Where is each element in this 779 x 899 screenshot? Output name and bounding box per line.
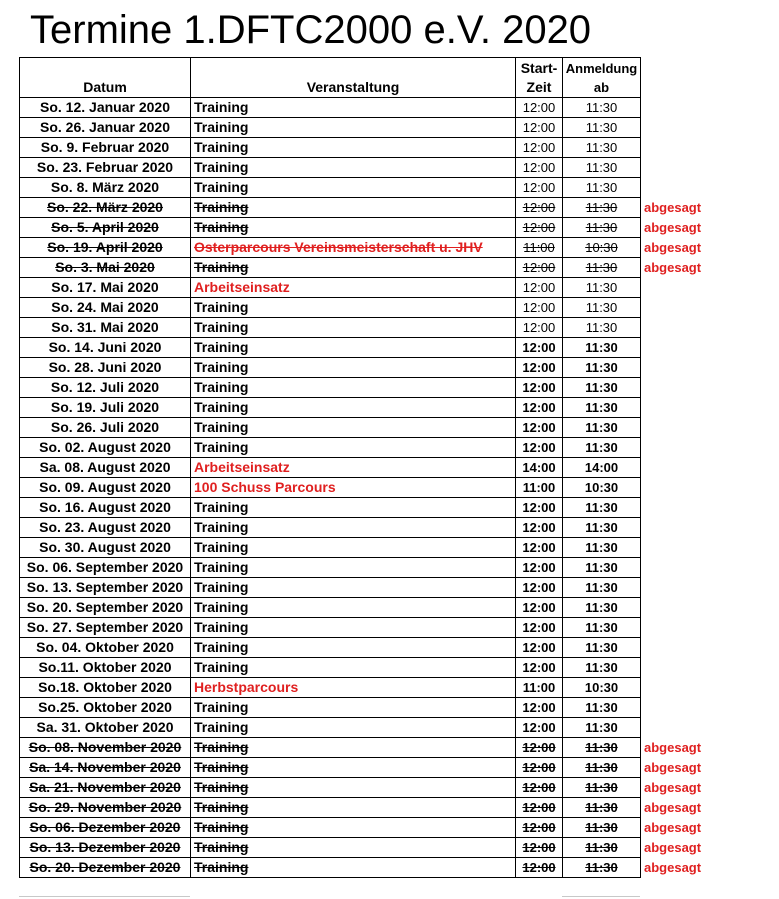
cell-event: Training <box>191 318 516 338</box>
cell-registration-time: 10:30 <box>563 238 641 258</box>
cell-status-note <box>641 538 702 558</box>
cell-date: So. 13. Dezember 2020 <box>20 838 191 858</box>
table-row <box>20 358 702 378</box>
cell-status-note: abgesagt <box>644 260 702 275</box>
table-row <box>20 518 702 538</box>
cell-status-note <box>641 318 702 338</box>
cell-start-time: 12:00 <box>516 498 563 518</box>
cell-event: Training <box>191 358 516 378</box>
cell-date: So.25. Oktober 2020 <box>20 698 191 718</box>
cell-start-time: 12:00 <box>516 698 563 718</box>
table-row <box>20 318 702 338</box>
cell-event: Training <box>191 578 516 598</box>
cell-event: Training <box>191 738 516 758</box>
cell-status-note <box>641 358 702 378</box>
cell-date: So. 9. Februar 2020 <box>20 138 191 158</box>
cell-date: So. 8. März 2020 <box>20 178 191 198</box>
cell-registration-time: 11:30 <box>563 758 641 778</box>
cell-event: Herbstparcours <box>191 678 516 698</box>
cell-event: Training <box>191 258 516 278</box>
table-row <box>20 838 702 858</box>
cell-registration-time: 11:30 <box>563 258 641 278</box>
cell-date: So. 22. März 2020 <box>20 198 191 218</box>
cell-event: Training <box>191 138 516 158</box>
cell-start-time: 12:00 <box>516 278 563 298</box>
cell-start-time: 14:00 <box>516 458 563 478</box>
table-row <box>20 798 702 818</box>
table-body <box>20 98 702 878</box>
cell-date: So. 16. August 2020 <box>20 498 191 518</box>
cell-start-time: 12:00 <box>516 258 563 278</box>
cell-date: So. 17. Mai 2020 <box>20 278 191 298</box>
header-event: Veranstaltung <box>191 58 516 98</box>
cell-date: So. 08. November 2020 <box>20 738 191 758</box>
cell-event: Training <box>191 498 516 518</box>
cell-registration-time: 11:30 <box>563 738 641 758</box>
cell-registration-time: 11:30 <box>563 518 641 538</box>
cell-start-time: 12:00 <box>516 758 563 778</box>
cell-status-note <box>641 518 702 538</box>
cell-status-note: abgesagt <box>644 220 702 235</box>
table-row <box>20 238 702 258</box>
cell-start-time: 11:00 <box>516 678 563 698</box>
cell-start-time: 12:00 <box>516 318 563 338</box>
cell-event: Training <box>191 858 516 878</box>
table-row <box>20 118 702 138</box>
header-start-line1: Start- <box>516 58 563 78</box>
cell-status-note <box>641 178 702 198</box>
table-row <box>20 498 702 518</box>
cell-registration-time: 11:30 <box>563 318 641 338</box>
table-row <box>20 178 702 198</box>
cell-registration-time: 11:30 <box>563 198 641 218</box>
cell-date: So. 12. Juli 2020 <box>20 378 191 398</box>
header-date: Datum <box>20 58 191 98</box>
cell-date: Sa. 31. Oktober 2020 <box>20 718 191 738</box>
cell-start-time: 12:00 <box>516 838 563 858</box>
table-row <box>20 618 702 638</box>
cell-start-time: 12:00 <box>516 818 563 838</box>
table-row <box>20 158 702 178</box>
cell-status-note <box>641 458 702 478</box>
cell-status-note <box>641 98 702 118</box>
cell-start-time: 12:00 <box>516 538 563 558</box>
cell-date: So. 26. Juli 2020 <box>20 418 191 438</box>
cell-start-time: 12:00 <box>516 798 563 818</box>
cell-event: Training <box>191 658 516 678</box>
cell-event: Training <box>191 178 516 198</box>
cell-start-time: 12:00 <box>516 98 563 118</box>
table-row <box>20 378 702 398</box>
cell-start-time: 12:00 <box>516 618 563 638</box>
cell-registration-time: 11:30 <box>563 278 641 298</box>
cell-event: Arbeitseinsatz <box>191 458 516 478</box>
table-row <box>20 758 702 778</box>
table-row <box>20 458 702 478</box>
table-row <box>20 718 702 738</box>
cell-event: 100 Schuss Parcours <box>191 478 516 498</box>
cell-event: Training <box>191 218 516 238</box>
cell-event: Osterparcours Vereinsmeisterschaft u. JHV <box>191 238 516 258</box>
cell-event: Training <box>191 98 516 118</box>
cell-registration-time: 11:30 <box>563 158 641 178</box>
cell-date: So. 23. August 2020 <box>20 518 191 538</box>
table-row <box>20 858 702 878</box>
cell-date: So. 20. Dezember 2020 <box>20 858 191 878</box>
cell-start-time: 12:00 <box>516 118 563 138</box>
table-row <box>20 258 702 278</box>
cell-date: Sa. 21. November 2020 <box>20 778 191 798</box>
cell-event: Training <box>191 638 516 658</box>
cell-event: Training <box>191 418 516 438</box>
cell-status-note <box>641 398 702 418</box>
cell-date: Sa. 08. August 2020 <box>20 458 191 478</box>
table-row <box>20 698 702 718</box>
cell-registration-time: 11:30 <box>563 338 641 358</box>
cell-status-note: abgesagt <box>644 740 702 755</box>
table-row <box>20 538 702 558</box>
cell-registration-time: 11:30 <box>563 118 641 138</box>
cell-registration-time: 11:30 <box>563 638 641 658</box>
cell-date: So. 04. Oktober 2020 <box>20 638 191 658</box>
cell-status-note: abgesagt <box>644 820 702 835</box>
cell-status-note: abgesagt <box>644 800 702 815</box>
table-row <box>20 678 702 698</box>
footer-divider-registration <box>562 896 640 897</box>
cell-registration-time: 10:30 <box>563 678 641 698</box>
cell-registration-time: 11:30 <box>563 858 641 878</box>
cell-status-note <box>641 118 702 138</box>
cell-event: Training <box>191 558 516 578</box>
cell-registration-time: 11:30 <box>563 778 641 798</box>
cell-date: So.11. Oktober 2020 <box>20 658 191 678</box>
cell-status-note <box>641 618 702 638</box>
table-row <box>20 818 702 838</box>
cell-registration-time: 11:30 <box>563 718 641 738</box>
cell-date: So. 27. September 2020 <box>20 618 191 638</box>
cell-start-time: 12:00 <box>516 218 563 238</box>
cell-registration-time: 11:30 <box>563 658 641 678</box>
cell-date: So. 30. August 2020 <box>20 538 191 558</box>
cell-status-note <box>641 598 702 618</box>
cell-registration-time: 11:30 <box>563 558 641 578</box>
cell-registration-time: 11:30 <box>563 98 641 118</box>
table-row <box>20 778 702 798</box>
cell-date: So. 06. September 2020 <box>20 558 191 578</box>
cell-registration-time: 14:00 <box>563 458 641 478</box>
table-row <box>20 298 702 318</box>
cell-event: Training <box>191 798 516 818</box>
cell-registration-time: 11:30 <box>563 418 641 438</box>
cell-start-time: 12:00 <box>516 418 563 438</box>
cell-status-note <box>641 298 702 318</box>
cell-date: So. 31. Mai 2020 <box>20 318 191 338</box>
cell-date: So. 28. Juni 2020 <box>20 358 191 378</box>
cell-event: Training <box>191 378 516 398</box>
cell-status-note <box>641 158 702 178</box>
cell-status-note: abgesagt <box>644 780 702 795</box>
cell-status-note <box>641 138 702 158</box>
cell-status-note <box>641 418 702 438</box>
cell-date: So. 19. April 2020 <box>20 238 191 258</box>
header-spacer <box>641 58 702 98</box>
cell-start-time: 12:00 <box>516 718 563 738</box>
cell-start-time: 12:00 <box>516 158 563 178</box>
cell-start-time: 12:00 <box>516 638 563 658</box>
table-row <box>20 198 702 218</box>
cell-event: Training <box>191 778 516 798</box>
cell-registration-time: 11:30 <box>563 578 641 598</box>
cell-registration-time: 11:30 <box>563 818 641 838</box>
table-row <box>20 338 702 358</box>
table-row <box>20 278 702 298</box>
table-row <box>20 138 702 158</box>
cell-event: Training <box>191 758 516 778</box>
cell-registration-time: 11:30 <box>563 498 641 518</box>
cell-registration-time: 11:30 <box>563 618 641 638</box>
cell-start-time: 12:00 <box>516 338 563 358</box>
cell-date: So. 19. Juli 2020 <box>20 398 191 418</box>
cell-event: Training <box>191 538 516 558</box>
cell-registration-time: 11:30 <box>563 598 641 618</box>
cell-start-time: 12:00 <box>516 858 563 878</box>
cell-registration-time: 10:30 <box>563 478 641 498</box>
table-row <box>20 638 702 658</box>
table-row <box>20 98 702 118</box>
cell-date: So. 09. August 2020 <box>20 478 191 498</box>
cell-event: Training <box>191 818 516 838</box>
cell-start-time: 12:00 <box>516 378 563 398</box>
cell-date: So. 02. August 2020 <box>20 438 191 458</box>
footer-divider-date <box>19 896 190 897</box>
cell-status-note <box>641 498 702 518</box>
cell-registration-time: 11:30 <box>563 438 641 458</box>
cell-start-time: 11:00 <box>516 478 563 498</box>
cell-status-note: abgesagt <box>644 240 702 255</box>
table-row <box>20 398 702 418</box>
cell-registration-time: 11:30 <box>563 798 641 818</box>
cell-status-note <box>641 558 702 578</box>
cell-date: So. 5. April 2020 <box>20 218 191 238</box>
cell-start-time: 12:00 <box>516 658 563 678</box>
cell-event: Training <box>191 438 516 458</box>
cell-event: Training <box>191 618 516 638</box>
table-row <box>20 598 702 618</box>
cell-status-note: abgesagt <box>644 840 702 855</box>
cell-event: Training <box>191 298 516 318</box>
cell-start-time: 12:00 <box>516 558 563 578</box>
table-row <box>20 418 702 438</box>
cell-status-note <box>641 438 702 458</box>
cell-start-time: 12:00 <box>516 738 563 758</box>
cell-start-time: 12:00 <box>516 438 563 458</box>
cell-date: So. 26. Januar 2020 <box>20 118 191 138</box>
table-row <box>20 558 702 578</box>
table-row <box>20 218 702 238</box>
cell-registration-time: 11:30 <box>563 358 641 378</box>
cell-registration-time: 11:30 <box>563 218 641 238</box>
cell-event: Training <box>191 338 516 358</box>
cell-event: Training <box>191 518 516 538</box>
cell-event: Training <box>191 698 516 718</box>
cell-date: So. 3. Mai 2020 <box>20 258 191 278</box>
cell-status-note: abgesagt <box>644 760 702 775</box>
cell-start-time: 12:00 <box>516 298 563 318</box>
header-registration-line1: Anmeldung <box>563 58 641 78</box>
cell-status-note: abgesagt <box>644 200 702 215</box>
cell-start-time: 12:00 <box>516 138 563 158</box>
cell-registration-time: 11:30 <box>563 538 641 558</box>
table-row <box>20 738 702 758</box>
cell-start-time: 12:00 <box>516 598 563 618</box>
cell-registration-time: 11:30 <box>563 178 641 198</box>
page-title: Termine 1.DFTC2000 e.V. 2020 <box>30 8 592 52</box>
cell-date: So. 06. Dezember 2020 <box>20 818 191 838</box>
cell-date: So. 13. September 2020 <box>20 578 191 598</box>
table-row <box>20 478 702 498</box>
cell-start-time: 12:00 <box>516 178 563 198</box>
cell-status-note <box>641 638 702 658</box>
cell-status-note <box>641 698 702 718</box>
cell-date: So. 29. November 2020 <box>20 798 191 818</box>
cell-event: Training <box>191 598 516 618</box>
cell-date: So. 24. Mai 2020 <box>20 298 191 318</box>
cell-event: Training <box>191 398 516 418</box>
cell-status-note <box>641 278 702 298</box>
cell-start-time: 12:00 <box>516 398 563 418</box>
cell-event: Training <box>191 718 516 738</box>
cell-status-note: abgesagt <box>644 860 702 875</box>
header-registration-line2: ab <box>563 78 641 98</box>
header-start-line2: Zeit <box>516 78 563 98</box>
cell-status-note <box>641 718 702 738</box>
cell-start-time: 12:00 <box>516 578 563 598</box>
cell-status-note <box>641 378 702 398</box>
cell-event: Training <box>191 198 516 218</box>
cell-date: So. 20. September 2020 <box>20 598 191 618</box>
cell-registration-time: 11:30 <box>563 698 641 718</box>
cell-event: Training <box>191 118 516 138</box>
cell-status-note <box>641 338 702 358</box>
table-row <box>20 438 702 458</box>
cell-status-note <box>641 678 702 698</box>
cell-event: Training <box>191 838 516 858</box>
cell-start-time: 12:00 <box>516 518 563 538</box>
schedule-table <box>19 57 701 878</box>
cell-start-time: 11:00 <box>516 238 563 258</box>
cell-registration-time: 11:30 <box>563 378 641 398</box>
cell-registration-time: 11:30 <box>563 298 641 318</box>
cell-date: So. 14. Juni 2020 <box>20 338 191 358</box>
cell-registration-time: 11:30 <box>563 138 641 158</box>
cell-event: Arbeitseinsatz <box>191 278 516 298</box>
cell-date: Sa. 14. November 2020 <box>20 758 191 778</box>
cell-date: So. 12. Januar 2020 <box>20 98 191 118</box>
cell-status-note <box>641 578 702 598</box>
cell-start-time: 12:00 <box>516 198 563 218</box>
cell-registration-time: 11:30 <box>563 398 641 418</box>
table-row <box>20 658 702 678</box>
table-header <box>20 58 702 98</box>
cell-status-note <box>641 478 702 498</box>
cell-start-time: 12:00 <box>516 778 563 798</box>
cell-start-time: 12:00 <box>516 358 563 378</box>
cell-date: So. 23. Februar 2020 <box>20 158 191 178</box>
table-row <box>20 578 702 598</box>
cell-status-note <box>641 658 702 678</box>
cell-event: Training <box>191 158 516 178</box>
cell-date: So.18. Oktober 2020 <box>20 678 191 698</box>
cell-registration-time: 11:30 <box>563 838 641 858</box>
